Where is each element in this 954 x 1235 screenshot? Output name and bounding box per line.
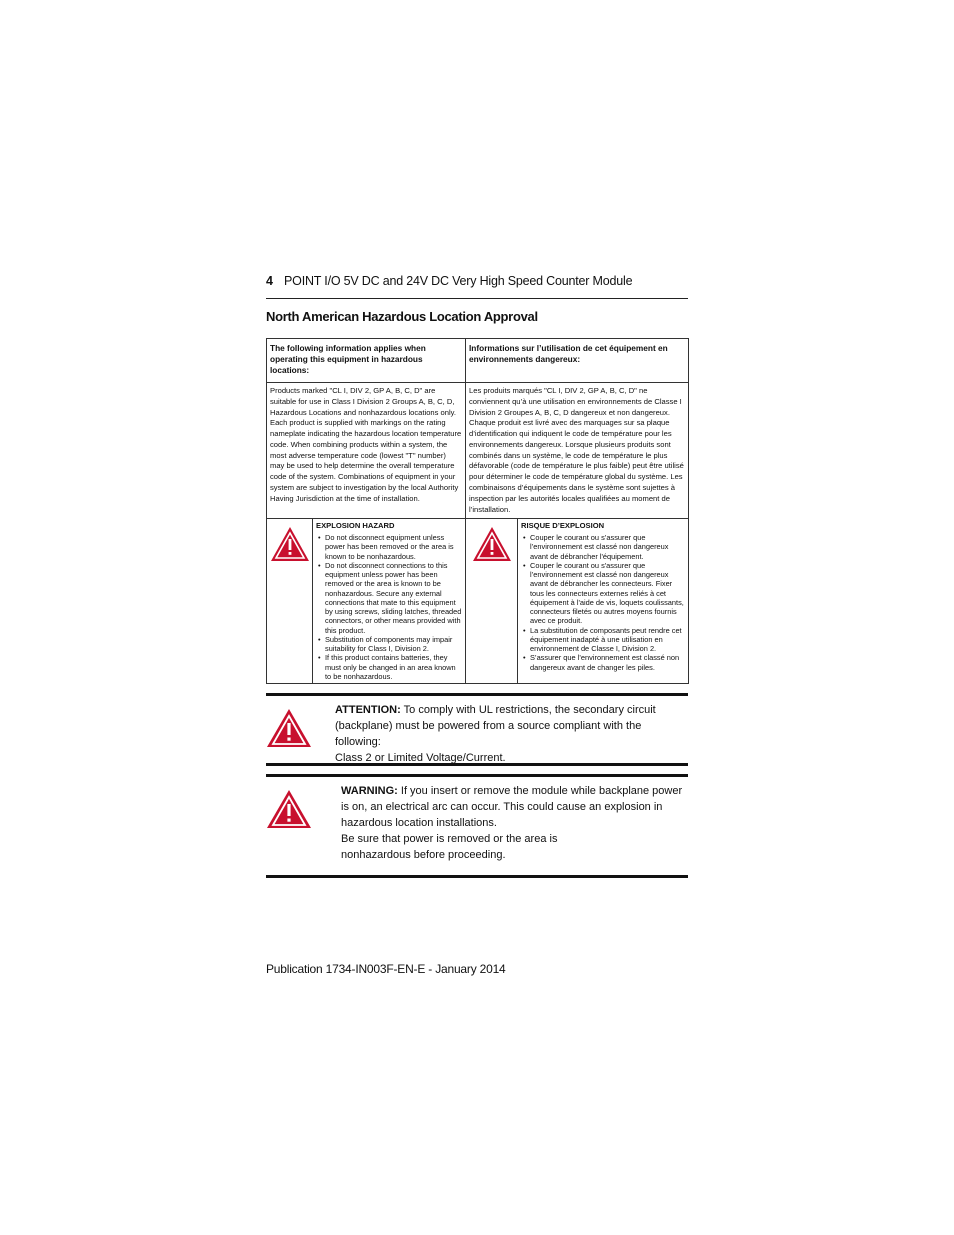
attention-notice: [266, 703, 688, 763]
section-title: North American Hazardous Location Approval: [266, 309, 538, 324]
warning-bottom-rule: [266, 875, 688, 878]
en-hazard-list: [316, 533, 462, 681]
warning-triangle-icon: [472, 526, 512, 562]
fr-heading: Informations sur l’utilisation de cet équipement en environnements dangereux:: [466, 339, 689, 383]
attention-line1: To comply with UL restrictions, the secondary circuit (backplane) must be powered from a source compliant with the following:: [335, 704, 656, 748]
attention-text: [335, 703, 689, 767]
fr-hazard-cell: [518, 519, 689, 684]
list-item: • Couper le courant ou s'assurer que l’environnement est classé non dangereux avant de débrancher les connecteurs. Fixer tous les connecteurs externes reliés à cet équipement à l'aide de vis, loquets coulissants, connecteurs filetés ou autres moyens fournis avec ce produit.: [530, 561, 685, 626]
attention-label: ATTENTION:: [335, 704, 401, 716]
en-hazard-title: EXPLOSION HAZARD: [316, 521, 395, 531]
page-header: [266, 274, 688, 288]
list-item: • Substitution of components may impair suitability for Class I, Division 2.: [325, 635, 462, 654]
warning-line2: Be sure that power is removed or the area is nonhazardous before proceeding.: [341, 832, 558, 861]
attention-bottom-rule: [266, 763, 688, 766]
warning-top-rule: [266, 774, 688, 777]
fr-hazard-icon-cell: [466, 519, 518, 684]
en-hazard-icon-cell: [267, 519, 313, 684]
fr-body: Les produits marqués "CL I, DIV 2, GP A, B, C, D" ne conviennent qu’à une utilisation en environnements de Classe I Division 2 Groupes A, B, C, D dangereux et non dangereux. Chaque produit est livré avec des marquages sur sa plaque d’identification qui indiquent le code de température pour les environnements dangereux. Lorsque plusieurs produits sont combinés dans un système, le code de température le plus défavorable (code de température le plus faible) peut être utilisé pour déterminer le code de température global du système. Les combinaisons d’équipements dans le système sont sujettes à inspection par les autorités locales qualifiées au moment de l’installation.: [466, 383, 689, 519]
attention-line2: Class 2 or Limited Voltage/Current.: [335, 751, 506, 764]
en-body: Products marked "CL I, DIV 2, GP A, B, C, D" are suitable for use in Class I Division 2 Groups A, B, C, D, Hazardous Locations and nonhazardous locations only. Each product is supplied with markings on the rating nameplate indicating the hazardous location temperature code. When combining products within a system, the most adverse temperature code (lowest "T" number) may be used to help determine the overall temperature code of the system. Combinations of equipment in your system are subject to investigation by the local Authority Having Jurisdiction at the time of installation.: [267, 383, 466, 519]
publication-footer: Publication 1734-IN003F-EN-E - January 2014: [266, 962, 506, 976]
warning-notice: [266, 784, 688, 874]
warning-triangle-icon: [266, 708, 312, 748]
warning-line1: If you insert or remove the module while backplane power is on, an electrical arc can occur. This could cause an explosion in hazardous location installations.: [341, 785, 683, 829]
list-item: • Do not disconnect equipment unless power has been removed or the area is known to be nonhazardous.: [325, 533, 462, 561]
fr-hazard-list: [521, 533, 685, 672]
en-heading: The following information applies when operating this equipment in hazardous locations:: [267, 339, 466, 383]
list-item: • Do not disconnect connections to this equipment unless power has been removed or the area is known to be nonhazardous. Secure any external connections that mate to this equipment by using screws, sliding latches, threaded connectors, or other means provided with this product.: [325, 561, 462, 635]
warning-triangle-icon: [270, 526, 310, 562]
warning-label: WARNING:: [341, 785, 398, 797]
list-item: • S’assurer que l’environnement est classé non dangereux avant de changer les piles.: [530, 653, 685, 672]
warning-text: [341, 784, 689, 864]
page-number: 4: [266, 274, 273, 288]
header-title: POINT I/O 5V DC and 24V DC Very High Speed Counter Module: [284, 274, 633, 288]
list-item: • If this product contains batteries, they must only be changed in an area known to be nonhazardous.: [325, 653, 462, 681]
list-item: • La substitution de composants peut rendre cet équipement inadapté à une utilisation en environnement de Classe I, Division 2.: [530, 626, 685, 654]
attention-top-rule: [266, 693, 688, 696]
list-item: • Couper le courant ou s’assurer que l’environnement est classé non dangereux avant de débrancher l'équipement.: [530, 533, 685, 561]
fr-hazard-title: RISQUE D’EXPLOSION: [521, 521, 605, 531]
en-hazard-cell: [313, 519, 466, 684]
warning-triangle-icon: [266, 789, 312, 829]
hazardous-location-table: [266, 338, 689, 684]
header-rule: [266, 298, 688, 299]
